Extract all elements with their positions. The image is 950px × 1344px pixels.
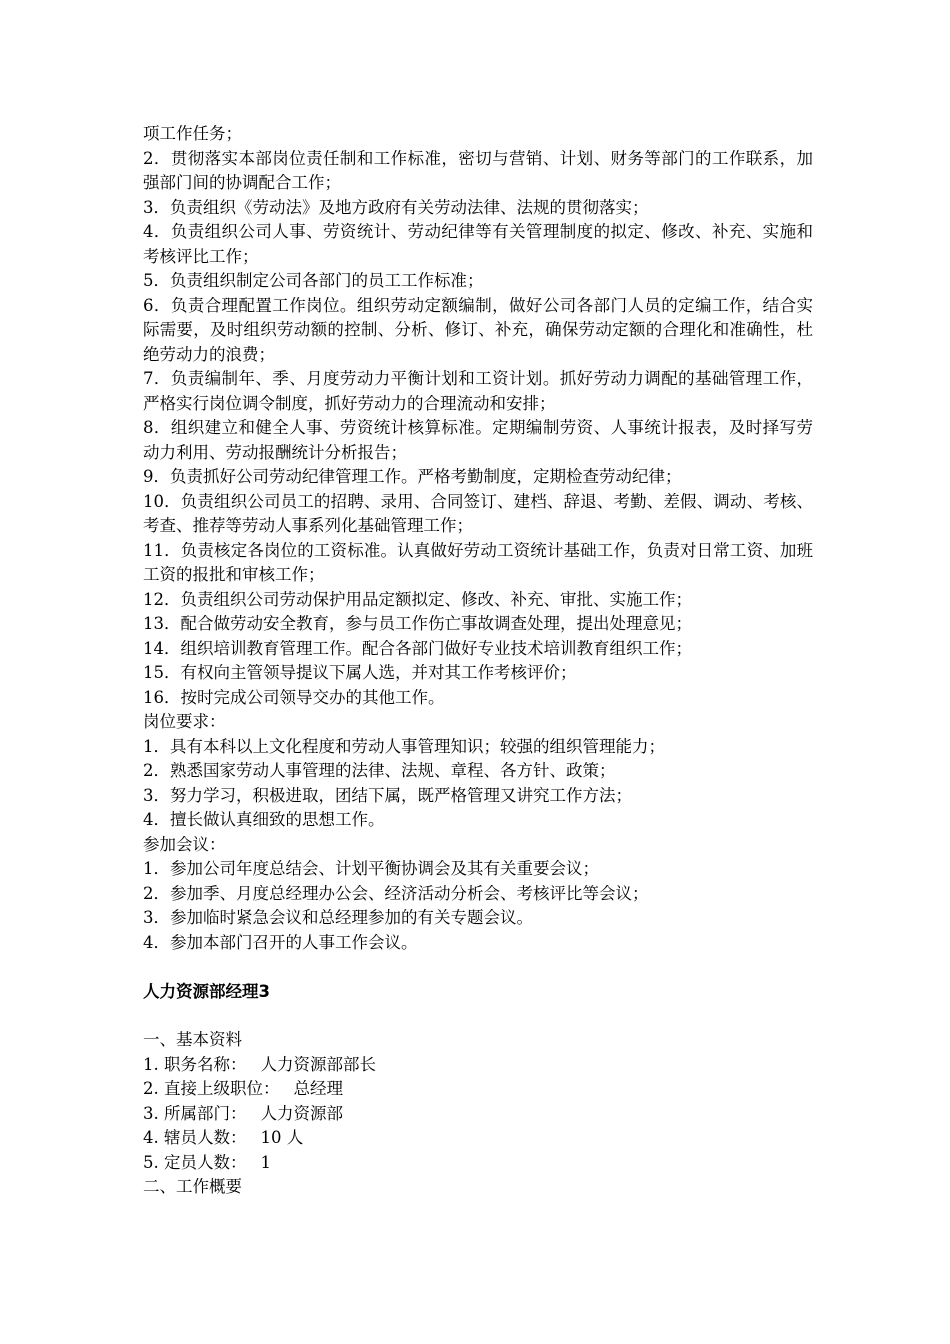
field-row [143,1126,813,1151]
duty-item: 13．配合做劳动安全教育，参与员工作伤亡事故调查处理，提出处理意见； [143,614,692,633]
duty-item: 15．有权向主管领导提议下属人选，并对其工作考核评价； [143,663,577,682]
field-value: 人力资源部部长 [260,1054,376,1074]
duty-item: 11．负责核定各岗位的工资标准。认真做好劳动工资统计基础工作，负责对日常工资、加班工资的报批和审核工作； [143,540,813,584]
duty-item: 2．贯彻落实本部岗位责任制和工作标准，密切与营销、计划、财务等部门的工作联系，加强部门间的协调配合工作； [143,148,813,192]
duty-item: 9．负责抓好公司劳动纪律管理工作。严格考勤制度，定期检查劳动纪律； [143,467,682,486]
meetings-heading: 参加会议： [143,834,226,854]
duty-item: 5．负责组织制定公司各部门的员工工作标准； [143,271,484,290]
duty-item: 8．组织建立和健全人事、劳资统计核算标准。定期编制劳资、人事统计报表，及时择写劳动力利用、劳动报酬统计分析报告； [143,418,813,462]
field-row [143,1102,813,1127]
field-row [143,1077,813,1102]
duty-item: 14．组织培训教育管理工作。配合各部门做好专业技术培训教育组织工作； [143,638,692,658]
field-key: 5. 定员人数： [143,1152,247,1172]
meeting-item: 4．参加本部门召开的人事工作会议。 [143,932,418,952]
requirements-section [143,710,813,833]
overview-heading: 二、工作概要 [143,1177,242,1196]
field-value: 10 人 [260,1128,304,1147]
field-row [143,1151,813,1176]
section-title: 人力资源部经理3 [143,982,270,1001]
duty-item: 10．负责组织公司员工的招聘、录用、合同签订、建档、辞退、考勤、差假、调动、考核、考查、推荐等劳动人事系列化基础管理工作； [143,491,813,535]
field-value: 1 [260,1152,271,1172]
meeting-item: 1．参加公司年度总结会、计划平衡协调会及其有关重要会议； [143,859,599,878]
duty-item: 7．负责编制年、季、月度劳动力平衡计划和工资计划。抓好劳动力调配的基础管理工作，严格实行岗位调令制度，抓好劳动力的合理流动和安排； [143,369,813,413]
meeting-item: 3．参加临时紧急会议和总经理参加的有关专题会议。 [143,908,533,927]
field-key: 3. 所属部门： [143,1103,247,1123]
basic-info-heading: 一、基本资料 [143,1030,242,1049]
requirement-item: 4．擅长做认真细致的思想工作。 [143,810,385,829]
field-row [143,1053,813,1078]
field-key: 2. 直接上级职位： [143,1079,280,1098]
document-page [143,122,813,1200]
meeting-item: 2．参加季、月度总经理办公会、经济活动分析会、考核评比等会议； [143,883,649,903]
requirement-item: 2．熟悉国家劳动人事管理的法律、法规、章程、各方针、政策； [143,761,616,780]
field-value: 总经理 [293,1079,343,1098]
duty-item: 4．负责组织公司人事、劳资统计、劳动纪律等有关管理制度的拟定、修改、补充、实施和考核评比工作； [143,222,813,266]
basic-info-section [143,1028,813,1200]
duty-item: 3．负责组织《劳动法》及地方政府有关劳动法律、法规的贯彻落实； [143,197,649,217]
field-value: 人力资源部 [260,1103,343,1123]
field-key: 4. 辖员人数： [143,1128,247,1147]
requirement-item: 3．努力学习，积极进取，团结下属，既严格管理又讲究工作方法； [143,785,632,805]
requirement-item: 1．具有本科以上文化程度和劳动人事管理知识；较强的组织管理能力； [143,736,665,756]
duty-item: 项工作任务； [143,124,242,143]
duty-item: 6．负责合理配置工作岗位。组织劳动定额编制，做好公司各部门人员的定编工作，结合实际需要，及时组织劳动额的控制、分析、修订、补充，确保劳动定额的合理化和准确性，杜绝劳动力的浪费； [143,295,813,364]
duty-item: 16．按时完成公司领导交办的其他工作。 [143,687,445,707]
duty-item: 12．负责组织公司劳动保护用品定额拟定、修改、补充、审批、实施工作； [143,589,692,609]
field-key: 1. 职务名称： [143,1054,247,1074]
duties-list [143,122,813,710]
requirements-heading: 岗位要求： [143,712,226,731]
meetings-section [143,833,813,956]
